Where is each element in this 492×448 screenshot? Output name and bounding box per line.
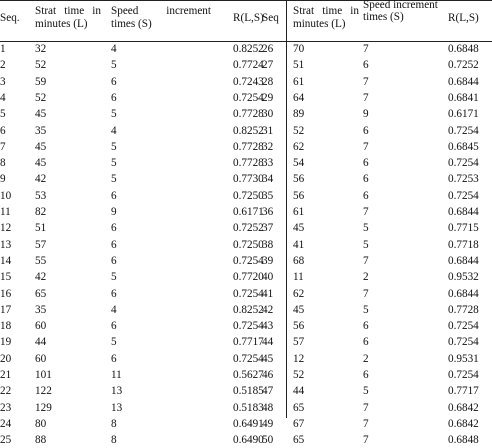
right-r-cell: 0.7253 <box>448 173 479 186</box>
table-row <box>0 41 492 57</box>
right-start-cell: 62 <box>293 140 305 153</box>
right-speed-cell: 7 <box>363 43 369 55</box>
right-start-cell: 89 <box>293 108 305 121</box>
right-r-cell: 0.6841 <box>448 91 479 104</box>
right-seq-cell: 48 <box>262 401 274 414</box>
left-r-cell: 0.7730 <box>233 173 264 186</box>
left-speed-cell: 6 <box>111 352 117 365</box>
table-row <box>0 139 492 155</box>
right-speed-cell: 6 <box>363 369 369 381</box>
header-r-right: R(L,S) <box>448 12 479 24</box>
left-seq-cell: 13 <box>0 238 12 251</box>
table-row <box>0 318 492 334</box>
right-r-cell: 0.6848 <box>448 43 479 55</box>
right-start-cell: 67 <box>293 417 305 430</box>
left-speed-cell: 8 <box>111 434 117 447</box>
right-r-cell: 0.7254 <box>448 124 479 137</box>
left-start-cell: 45 <box>35 140 47 153</box>
left-start-cell: 55 <box>35 254 47 267</box>
left-seq-cell: 15 <box>0 271 12 284</box>
left-seq-cell: 10 <box>0 189 12 202</box>
right-r-cell: 0.7254 <box>448 320 479 333</box>
left-speed-cell: 6 <box>111 222 117 235</box>
right-start-cell: 56 <box>293 173 305 186</box>
right-seq-cell: 42 <box>262 303 274 316</box>
left-r-cell: 0.8252 <box>233 303 264 316</box>
table-row <box>0 302 492 318</box>
left-start-cell: 88 <box>35 434 47 447</box>
right-seq-cell: 40 <box>262 271 274 284</box>
left-seq-cell: 22 <box>0 385 12 398</box>
right-seq-cell: 30 <box>262 108 274 121</box>
right-r-cell: 0.7254 <box>448 369 479 381</box>
table-row <box>0 74 492 90</box>
table-row <box>0 57 492 73</box>
right-r-cell: 0.7254 <box>448 189 479 202</box>
right-speed-cell: 5 <box>363 238 369 251</box>
right-speed-cell: 6 <box>363 157 369 170</box>
left-start-cell: 45 <box>35 108 47 121</box>
left-start-cell: 52 <box>35 59 47 72</box>
right-seq-cell: 43 <box>262 320 274 333</box>
left-seq-cell: 24 <box>0 417 12 430</box>
header-speed-increment-left: Speed increment times (S) <box>111 5 211 30</box>
left-seq-cell: 5 <box>0 108 6 121</box>
left-speed-cell: 5 <box>111 271 117 284</box>
right-seq-cell: 27 <box>262 59 274 72</box>
header-speed-increment-right: Speed increment times (S) <box>363 0 438 23</box>
left-start-cell: 60 <box>35 352 47 365</box>
right-seq-cell: 50 <box>262 434 274 447</box>
right-speed-cell: 6 <box>363 320 369 333</box>
left-speed-cell: 5 <box>111 336 117 349</box>
right-r-cell: 0.6844 <box>448 75 479 88</box>
left-start-cell: 82 <box>35 206 47 218</box>
table-row <box>0 123 492 139</box>
left-seq-cell: 2 <box>0 59 6 72</box>
right-start-cell: 56 <box>293 189 305 202</box>
header-seq-right: Seq <box>262 12 279 24</box>
right-start-cell: 12 <box>293 352 305 365</box>
left-speed-cell: 6 <box>111 91 117 104</box>
left-start-cell: 57 <box>35 238 47 251</box>
right-r-cell: 0.7715 <box>448 222 479 235</box>
right-seq-cell: 35 <box>262 189 274 202</box>
right-speed-cell: 6 <box>363 189 369 202</box>
right-seq-cell: 39 <box>262 254 274 267</box>
right-start-cell: 11 <box>293 271 304 284</box>
right-seq-cell: 33 <box>262 157 274 170</box>
left-speed-cell: 5 <box>111 157 117 170</box>
left-r-cell: 0.5185 <box>233 385 264 398</box>
right-r-cell: 0.6844 <box>448 254 479 267</box>
right-start-cell: 64 <box>293 91 305 104</box>
left-r-cell: 0.8252 <box>233 43 264 55</box>
table-row <box>0 400 492 416</box>
right-r-cell: 0.6845 <box>448 140 479 153</box>
left-start-cell: 45 <box>35 157 47 170</box>
right-r-cell: 0.7254 <box>448 336 479 349</box>
table-row <box>0 188 492 204</box>
left-start-cell: 32 <box>35 43 47 55</box>
left-r-cell: 0.7243 <box>233 75 264 88</box>
right-seq-cell: 49 <box>262 417 274 430</box>
right-seq-cell: 38 <box>262 238 274 251</box>
left-r-cell: 0.7254 <box>233 91 264 104</box>
left-speed-cell: 4 <box>111 43 117 55</box>
left-r-cell: 0.7250 <box>233 238 264 251</box>
right-speed-cell: 7 <box>363 401 369 414</box>
right-seq-cell: 37 <box>262 222 274 235</box>
left-r-cell: 0.7728 <box>233 157 264 170</box>
left-r-cell: 0.7252 <box>233 222 264 235</box>
left-seq-cell: 4 <box>0 91 6 104</box>
left-seq-cell: 9 <box>0 173 6 186</box>
right-r-cell: 0.7252 <box>448 59 479 72</box>
right-r-cell: 0.6844 <box>448 206 479 218</box>
right-speed-cell: 7 <box>363 434 369 447</box>
left-seq-cell: 12 <box>0 222 12 235</box>
left-seq-cell: 6 <box>0 124 6 137</box>
right-r-cell: 0.6171 <box>448 108 479 121</box>
left-seq-cell: 25 <box>0 434 12 447</box>
header-start-time-right: Strat time in minutes (L) <box>293 5 359 30</box>
left-seq-cell: 18 <box>0 320 12 333</box>
right-r-cell: 0.7717 <box>448 385 479 398</box>
right-start-cell: 68 <box>293 254 305 267</box>
left-speed-cell: 4 <box>111 303 117 316</box>
table-row <box>0 269 492 285</box>
right-speed-cell: 7 <box>363 287 369 300</box>
left-r-cell: 0.7254 <box>233 254 264 267</box>
left-r-cell: 0.7728 <box>233 108 264 121</box>
right-speed-cell: 2 <box>363 352 369 365</box>
left-speed-cell: 8 <box>111 417 117 430</box>
right-speed-cell: 9 <box>363 108 369 121</box>
table-row <box>0 220 492 236</box>
table-row <box>0 334 492 350</box>
left-speed-cell: 9 <box>111 206 117 218</box>
left-start-cell: 42 <box>35 173 47 186</box>
right-start-cell: 44 <box>293 385 305 398</box>
right-seq-cell: 32 <box>262 140 274 153</box>
left-r-cell: 0.7250 <box>233 189 264 202</box>
left-r-cell: 0.5627 <box>233 369 264 381</box>
table-row <box>0 204 492 220</box>
left-speed-cell: 5 <box>111 59 117 72</box>
right-speed-cell: 7 <box>363 140 369 153</box>
header-r-left: R(L,S) <box>233 12 264 24</box>
left-start-cell: 101 <box>35 369 52 381</box>
left-speed-cell: 5 <box>111 140 117 153</box>
left-seq-cell: 1 <box>0 43 6 55</box>
right-r-cell: 0.6844 <box>448 287 479 300</box>
right-seq-cell: 44 <box>262 336 274 349</box>
left-speed-cell: 11 <box>111 369 122 381</box>
left-start-cell: 44 <box>35 336 47 349</box>
left-r-cell: 0.7254 <box>233 287 264 300</box>
left-speed-cell: 6 <box>111 287 117 300</box>
header-seq-left: Seq. <box>0 12 20 24</box>
right-speed-cell: 6 <box>363 124 369 137</box>
table-row <box>0 432 492 448</box>
left-r-cell: 0.8252 <box>233 124 264 137</box>
left-seq-cell: 11 <box>0 206 11 218</box>
right-speed-cell: 6 <box>363 173 369 186</box>
table-row <box>0 351 492 367</box>
left-speed-cell: 6 <box>111 238 117 251</box>
left-speed-cell: 13 <box>111 385 123 398</box>
left-r-cell: 0.6490 <box>233 434 264 447</box>
table-row <box>0 416 492 432</box>
right-r-cell: 0.6842 <box>448 417 479 430</box>
left-speed-cell: 5 <box>111 173 117 186</box>
right-speed-cell: 7 <box>363 254 369 267</box>
left-speed-cell: 6 <box>111 189 117 202</box>
right-speed-cell: 5 <box>363 303 369 316</box>
right-start-cell: 54 <box>293 157 305 170</box>
right-speed-cell: 7 <box>363 417 369 430</box>
right-speed-cell: 5 <box>363 222 369 235</box>
left-start-cell: 51 <box>35 222 47 235</box>
left-seq-cell: 20 <box>0 352 12 365</box>
right-speed-cell: 6 <box>363 336 369 349</box>
right-start-cell: 52 <box>293 124 305 137</box>
left-r-cell: 0.7254 <box>233 320 264 333</box>
right-r-cell: 0.9532 <box>448 271 479 284</box>
left-seq-cell: 14 <box>0 254 12 267</box>
right-r-cell: 0.7718 <box>448 238 479 251</box>
left-r-cell: 0.7254 <box>233 352 264 365</box>
right-speed-cell: 7 <box>363 206 369 218</box>
left-speed-cell: 5 <box>111 108 117 121</box>
header-start-time-left: Strat time in minutes (L) <box>35 5 101 30</box>
table-row <box>0 286 492 302</box>
left-start-cell: 65 <box>35 287 47 300</box>
table-row <box>0 237 492 253</box>
table-row <box>0 106 492 122</box>
left-speed-cell: 6 <box>111 254 117 267</box>
right-seq-cell: 31 <box>262 124 274 137</box>
left-start-cell: 59 <box>35 75 47 88</box>
right-start-cell: 57 <box>293 336 305 349</box>
left-seq-cell: 23 <box>0 401 12 414</box>
left-seq-cell: 8 <box>0 157 6 170</box>
right-r-cell: 0.7728 <box>448 303 479 316</box>
right-start-cell: 45 <box>293 222 305 235</box>
right-seq-cell: 36 <box>262 206 274 218</box>
left-start-cell: 52 <box>35 91 47 104</box>
left-speed-cell: 6 <box>111 320 117 333</box>
left-seq-cell: 21 <box>0 369 12 381</box>
left-start-cell: 129 <box>35 401 52 414</box>
table-row <box>0 367 492 383</box>
right-r-cell: 0.9531 <box>448 352 479 365</box>
table-row <box>0 90 492 106</box>
right-seq-cell: 34 <box>262 173 274 186</box>
right-r-cell: 0.6842 <box>448 401 479 414</box>
table-row <box>0 383 492 399</box>
right-seq-cell: 28 <box>262 75 274 88</box>
left-seq-cell: 19 <box>0 336 12 349</box>
right-start-cell: 70 <box>293 43 305 55</box>
right-start-cell: 56 <box>293 320 305 333</box>
right-seq-cell: 46 <box>262 369 274 381</box>
right-start-cell: 52 <box>293 369 305 381</box>
table-row <box>0 171 492 187</box>
left-start-cell: 42 <box>35 271 47 284</box>
right-start-cell: 61 <box>293 75 305 88</box>
left-r-cell: 0.5183 <box>233 401 264 414</box>
left-start-cell: 53 <box>35 189 47 202</box>
right-seq-cell: 45 <box>262 352 274 365</box>
right-speed-cell: 5 <box>363 385 369 398</box>
left-seq-cell: 3 <box>0 75 6 88</box>
right-speed-cell: 7 <box>363 75 369 88</box>
table-row <box>0 155 492 171</box>
left-speed-cell: 13 <box>111 401 123 414</box>
left-start-cell: 122 <box>35 385 52 398</box>
left-r-cell: 0.7728 <box>233 140 264 153</box>
left-start-cell: 35 <box>35 124 47 137</box>
right-start-cell: 65 <box>293 434 305 447</box>
left-start-cell: 60 <box>35 320 47 333</box>
left-r-cell: 0.6491 <box>233 417 264 430</box>
left-start-cell: 35 <box>35 303 47 316</box>
left-r-cell: 0.7724 <box>233 59 264 72</box>
right-start-cell: 51 <box>293 59 305 72</box>
left-seq-cell: 17 <box>0 303 12 316</box>
right-start-cell: 65 <box>293 401 305 414</box>
left-start-cell: 80 <box>35 417 47 430</box>
right-start-cell: 41 <box>293 238 305 251</box>
table-row <box>0 253 492 269</box>
left-seq-cell: 7 <box>0 140 6 153</box>
right-start-cell: 45 <box>293 303 305 316</box>
right-start-cell: 62 <box>293 287 305 300</box>
left-r-cell: 0.6171 <box>233 206 264 218</box>
right-speed-cell: 2 <box>363 271 369 284</box>
right-seq-cell: 47 <box>262 385 274 398</box>
left-r-cell: 0.7720 <box>233 271 264 284</box>
right-seq-cell: 41 <box>262 287 274 300</box>
left-speed-cell: 6 <box>111 75 117 88</box>
right-r-cell: 0.7254 <box>448 157 479 170</box>
right-seq-cell: 29 <box>262 91 274 104</box>
right-r-cell: 0.6848 <box>448 434 479 447</box>
right-seq-cell: 26 <box>262 43 274 55</box>
right-speed-cell: 6 <box>363 59 369 72</box>
right-speed-cell: 7 <box>363 91 369 104</box>
left-speed-cell: 4 <box>111 124 117 137</box>
left-r-cell: 0.7717 <box>233 336 264 349</box>
right-start-cell: 61 <box>293 206 305 218</box>
left-seq-cell: 16 <box>0 287 12 300</box>
